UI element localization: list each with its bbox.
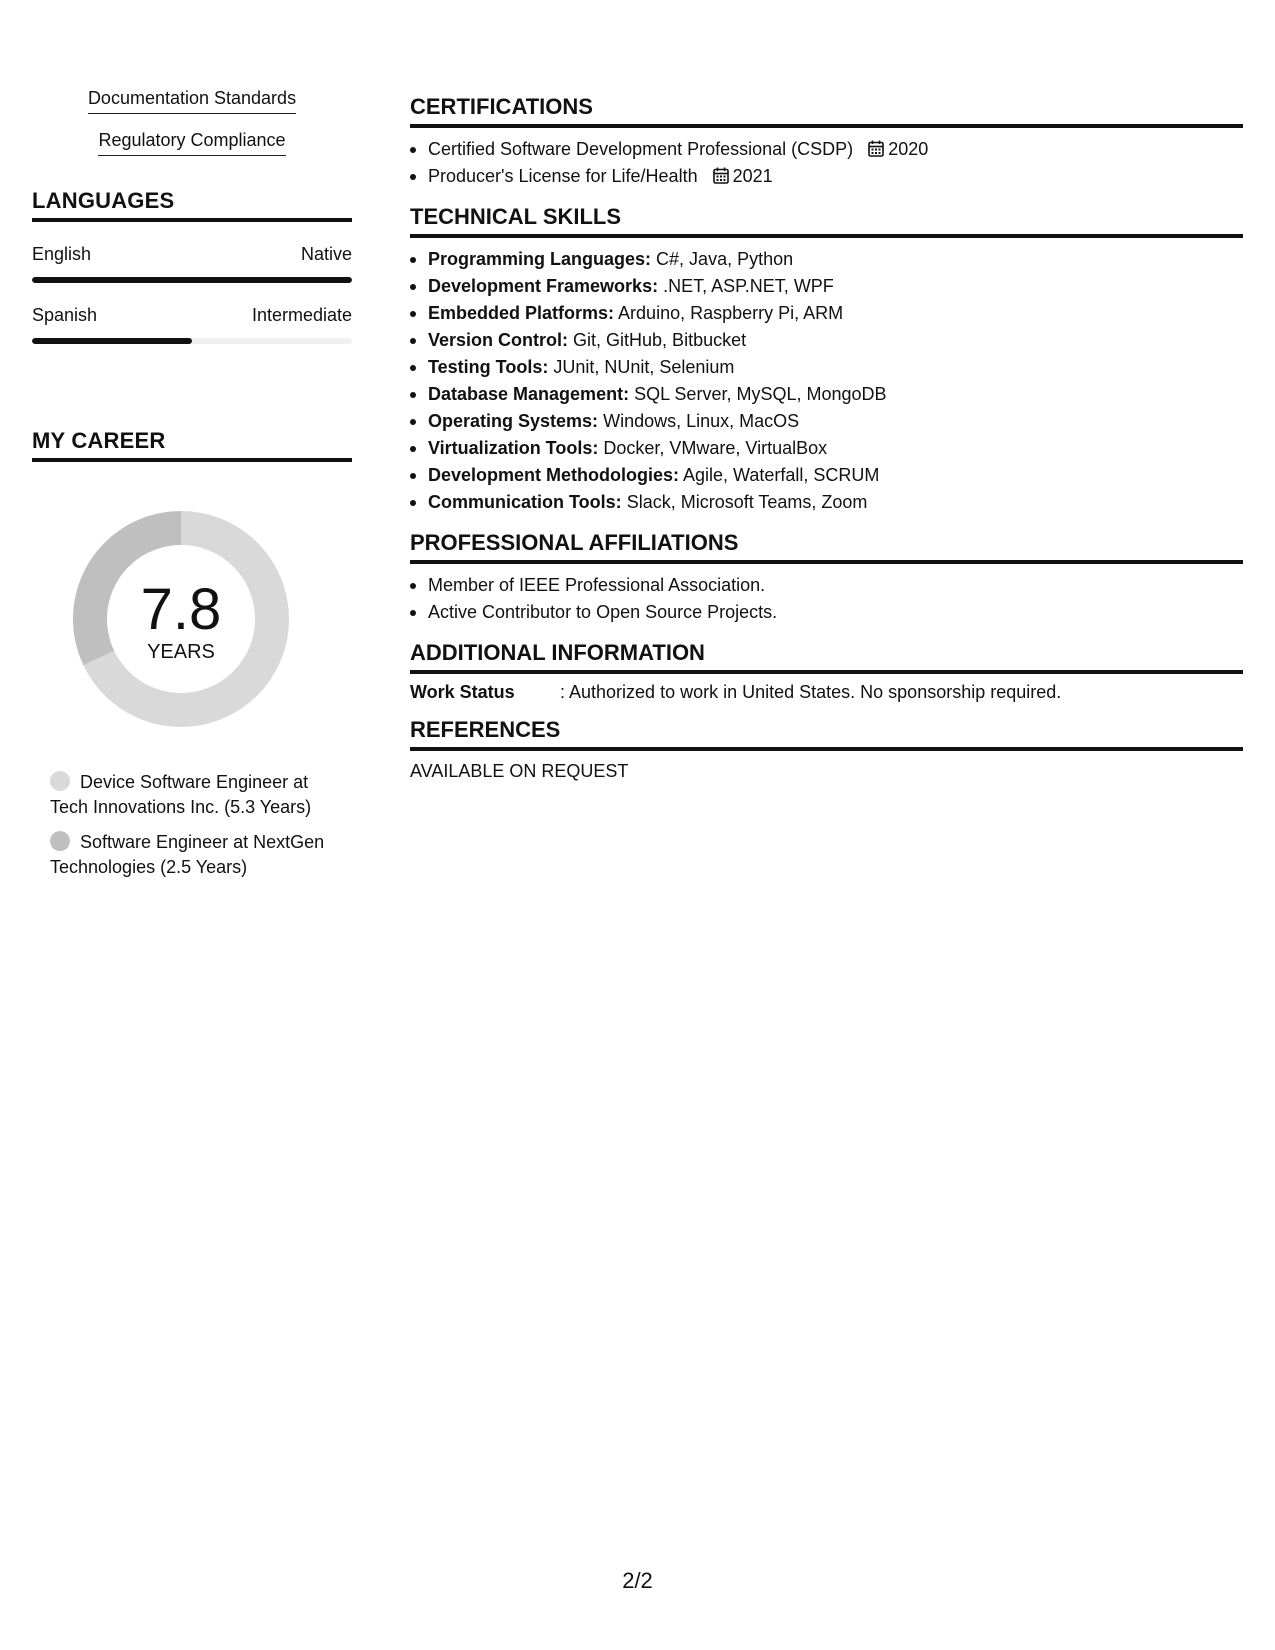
certifications-heading: CERTIFICATIONS <box>410 94 1243 128</box>
language-proficiency-bar <box>32 277 352 283</box>
career-legend-item <box>50 830 330 880</box>
technical-skills-heading: TECHNICAL SKILLS <box>410 204 1243 238</box>
skill-item <box>410 300 1243 327</box>
career-legend-label: Device Software Engineer at Tech Innovations Inc. (5.3 Years) <box>50 772 312 817</box>
career-donut-center <box>66 504 296 734</box>
skill-item <box>410 327 1243 354</box>
certification-year: 2021 <box>732 166 773 186</box>
skill-item <box>410 489 1243 516</box>
skill-label: Programming Languages: <box>428 249 652 269</box>
skill-tag-item <box>32 88 352 114</box>
references-heading: REFERENCES <box>410 717 1243 751</box>
skill-tag-regulatory-compliance: Regulatory Compliance <box>98 130 285 156</box>
calendar-icon <box>713 167 729 184</box>
technical-skills-section <box>410 204 1243 516</box>
additional-info-heading: ADDITIONAL INFORMATION <box>410 640 1243 674</box>
career-donut-chart <box>66 504 296 734</box>
references-text: AVAILABLE ON REQUEST <box>410 761 629 781</box>
language-proficiency-bar <box>32 338 352 344</box>
career-legend-label: Software Engineer at NextGen Technologies (2.5 Years) <box>50 832 325 877</box>
skill-item <box>410 381 1243 408</box>
skill-item <box>410 246 1243 273</box>
skill-value: Slack, Microsoft Teams, Zoom <box>626 492 868 512</box>
certification-item <box>410 136 1243 163</box>
certifications-section <box>410 94 1243 190</box>
skill-value: SQL Server, MySQL, MongoDB <box>634 384 887 404</box>
skill-value: JUnit, NUnit, Selenium <box>553 357 735 377</box>
skill-label: Testing Tools: <box>428 357 549 377</box>
skill-value: Git, GitHub, Bitbucket <box>573 330 747 350</box>
skill-label: Embedded Platforms: <box>428 303 615 323</box>
skill-label: Database Management: <box>428 384 630 404</box>
career-heading: MY CAREER <box>32 428 352 462</box>
skill-value: .NET, ASP.NET, WPF <box>663 276 834 296</box>
skill-value: C#, Java, Python <box>656 249 794 269</box>
skill-item <box>410 408 1243 435</box>
language-english <box>32 244 352 283</box>
skill-value: Docker, VMware, VirtualBox <box>603 438 828 458</box>
skill-label: Development Frameworks: <box>428 276 659 296</box>
skill-item <box>410 273 1243 300</box>
certification-name: Certified Software Development Professional (CSDP) <box>428 139 854 159</box>
legend-dot-icon <box>50 771 70 791</box>
skill-label: Version Control: <box>428 330 569 350</box>
affiliation-item: Member of IEEE Professional Association. <box>410 572 1243 599</box>
language-name: English <box>32 244 92 264</box>
skill-label: Communication Tools: <box>428 492 622 512</box>
career-legend <box>50 770 330 880</box>
affiliation-item: Active Contributor to Open Source Projects. <box>410 599 1243 626</box>
references-section <box>410 717 1243 782</box>
skill-label: Operating Systems: <box>428 411 599 431</box>
skill-item <box>410 462 1243 489</box>
additional-info-section <box>410 640 1243 703</box>
skill-label: Virtualization Tools: <box>428 438 599 458</box>
certification-item <box>410 163 1243 190</box>
career-total-years: 7.8 <box>140 576 222 642</box>
left-column <box>32 88 352 890</box>
skill-value: Agile, Waterfall, SCRUM <box>683 465 880 485</box>
certification-year: 2020 <box>888 139 929 159</box>
work-status-label: Work Status <box>410 682 515 702</box>
language-name: Spanish <box>32 305 98 325</box>
skill-item <box>410 435 1243 462</box>
work-status-value: : Authorized to work in United States. No sponsorship required. <box>560 682 1062 702</box>
skill-value: Windows, Linux, MacOS <box>603 411 800 431</box>
affiliations-heading: PROFESSIONAL AFFILIATIONS <box>410 530 1243 564</box>
language-proficiency-fill <box>32 338 192 344</box>
language-level: Intermediate <box>251 305 352 325</box>
career-total-unit: YEARS <box>147 640 215 663</box>
skill-label: Development Methodologies: <box>428 465 680 485</box>
work-status-row <box>410 682 1243 703</box>
right-column <box>410 94 1243 782</box>
career-legend-item <box>50 770 330 820</box>
legend-dot-icon <box>50 831 70 851</box>
language-level: Native <box>300 244 352 264</box>
certification-name: Producer's License for Life/Health <box>428 166 698 186</box>
language-spanish <box>32 305 352 344</box>
page-number: 2/2 <box>622 1568 653 1593</box>
skill-tag-documentation-standards: Documentation Standards <box>88 88 296 114</box>
affiliations-section <box>410 530 1243 626</box>
skill-value: Arduino, Raspberry Pi, ARM <box>618 303 844 323</box>
calendar-icon <box>868 140 884 157</box>
skill-item <box>410 354 1243 381</box>
skill-tag-item <box>32 130 352 156</box>
language-proficiency-fill <box>32 277 352 283</box>
languages-heading: LANGUAGES <box>32 188 352 222</box>
